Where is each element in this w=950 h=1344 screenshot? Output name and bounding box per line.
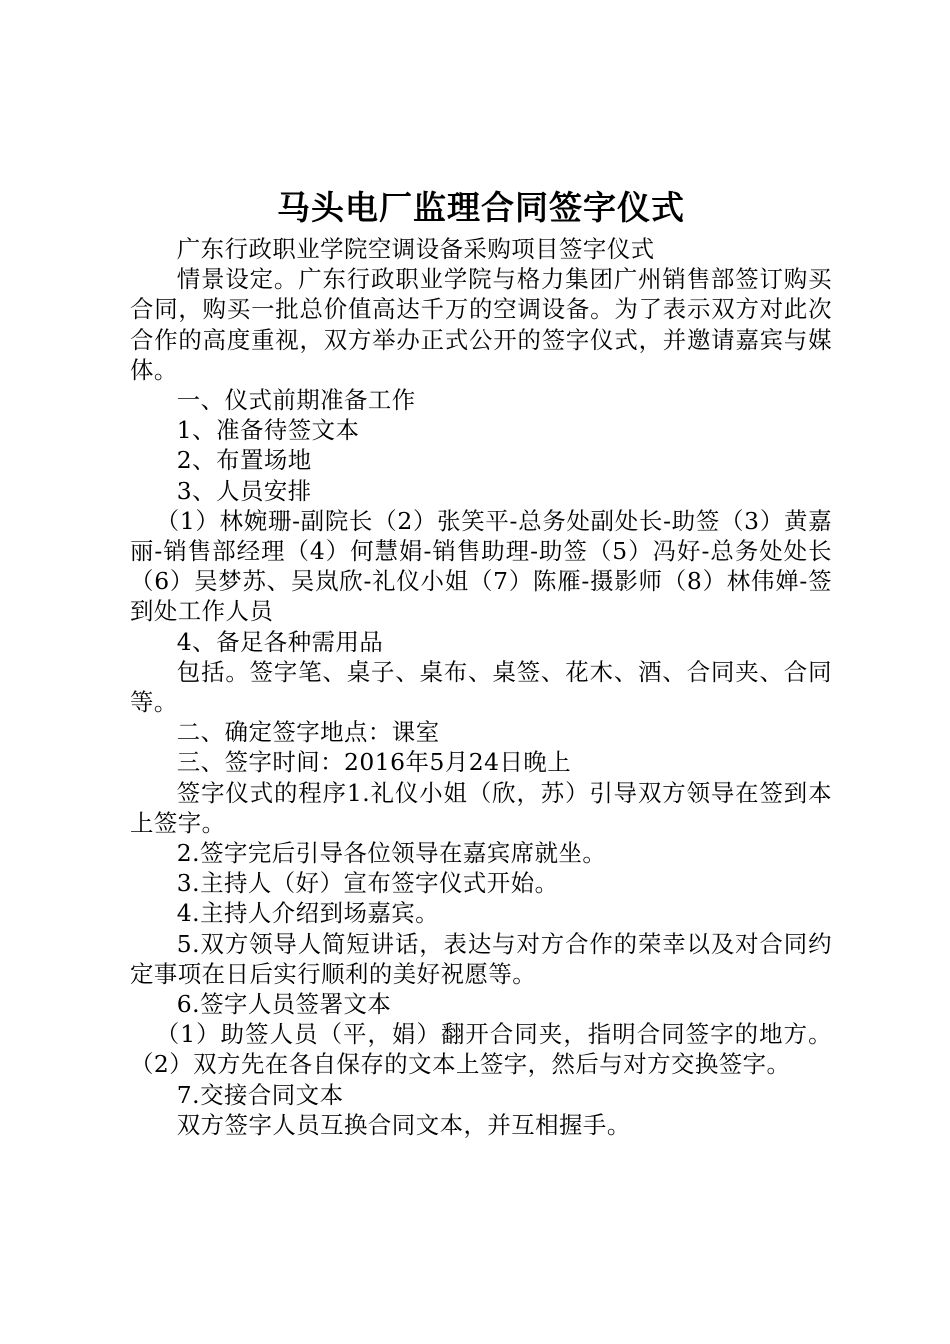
- paragraph-procedure-step-4: 4.主持人介绍到场嘉宾。: [176, 899, 440, 928]
- paragraph-procedure-step-6: 6.签字人员签署文本: [176, 990, 392, 1019]
- paragraph-staff-list: （1）林婉珊-副院长（2）张笑平-总务处副处长-助签（3）黄嘉丽-销售部经理（4）何慧娟-销售助理-助签（5）冯好-总务处处长（6）吴梦苏、吴岚欣-礼仪小姐（7）陈雁-摄影师（8）林伟婵-签到处工作人员: [130, 506, 832, 626]
- paragraph-subtitle: 广东行政职业学院空调设备采购项目签字仪式: [176, 235, 655, 263]
- list-item-arrange-venue: 2、布置场地: [176, 446, 312, 475]
- paragraph-procedure-step-3: 3.主持人（好）宣布签字仪式开始。: [176, 869, 559, 898]
- paragraph-procedure-step-2: 2.签字完后引导各位领导在嘉宾席就坐。: [176, 839, 607, 868]
- paragraph-exchange-detail: 双方签字人员互换合同文本，并互相握手。: [176, 1110, 631, 1139]
- list-item-supplies: 4、备足各种需用品: [176, 627, 384, 656]
- paragraph-signing-detail: （1）助签人员（平，娟）翻开合同夹，指明合同签字的地方。（2）双方先在各自保存的文本上签字，然后与对方交换签字。: [130, 1020, 832, 1079]
- section-heading-preparation: 一、仪式前期准备工作: [176, 386, 416, 415]
- paragraph-procedure-step-1: 签字仪式的程序1.礼仪小姐（欣，苏）引导双方领导在签到本上签字。: [130, 778, 832, 837]
- list-item-staffing: 3、人员安排: [176, 476, 312, 505]
- section-heading-location: 二、确定签字地点：课室: [176, 718, 440, 747]
- section-heading-time: 三、签字时间：2016年5月24日晚上: [176, 748, 572, 777]
- document-title: 马头电厂监理合同签字仪式: [277, 188, 685, 227]
- paragraph-scenario: 情景设定。广东行政职业学院与格力集团广州销售部签订购买合同，购买一批总价值高达千万的空调设备。为了表示双方对此次合作的高度重视，双方举办正式公开的签字仪式，并邀请嘉宾与媒体。: [130, 265, 832, 384]
- list-item-prepare-text: 1、准备待签文本: [176, 416, 360, 445]
- document-page: [130, 186, 832, 1140]
- paragraph-procedure-step-7: 7.交接合同文本: [176, 1080, 344, 1109]
- paragraph-procedure-step-5: 5.双方领导人简短讲话，表达与对方合作的荣幸以及对合同约定事项在日后实行顺利的美好祝愿等。: [130, 929, 832, 988]
- document-body: [130, 234, 832, 1140]
- paragraph-supplies-detail: 包括。签字笔、桌子、桌布、桌签、花木、酒、合同夹、合同等。: [130, 657, 832, 717]
